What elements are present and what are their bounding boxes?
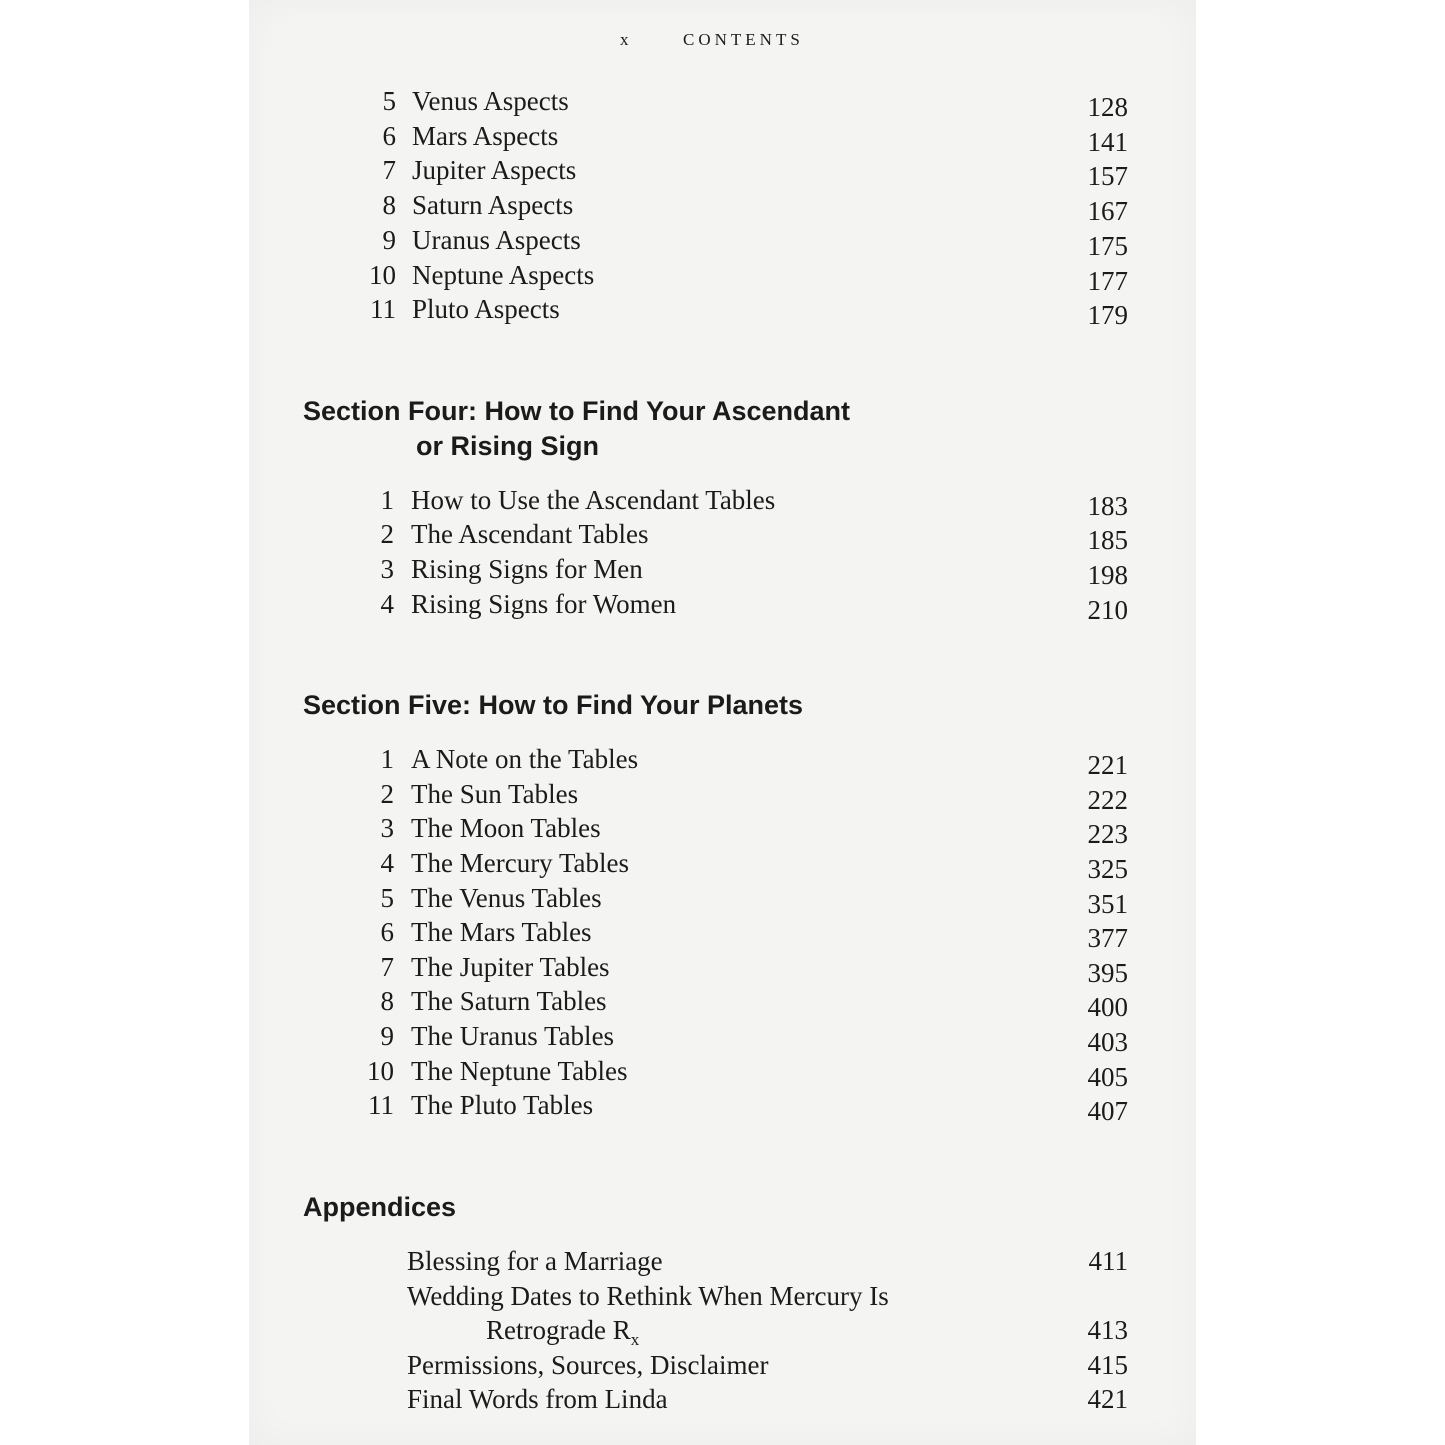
entry-title: The Pluto Tables — [411, 1090, 594, 1120]
entry-page: 183 — [1087, 491, 1128, 521]
entry-title: Rising Signs for Women — [411, 589, 677, 619]
entry-title: How to Use the Ascendant Tables — [411, 485, 776, 515]
entry-page: 221 — [1087, 750, 1128, 780]
entry-title: Venus Aspects — [412, 86, 569, 116]
entry-title: A Note on the Tables — [411, 744, 639, 774]
entry-page: 141 — [1087, 127, 1128, 157]
entry-page: 179 — [1087, 300, 1128, 330]
entry-page: 223 — [1087, 819, 1128, 849]
entry-page: 175 — [1087, 231, 1128, 261]
entry-number: 1 — [380, 485, 394, 515]
entry-number: 1 — [380, 744, 394, 774]
entry-number: 7 — [382, 155, 396, 185]
entry-number: 7 — [380, 952, 394, 982]
entry-title: The Neptune Tables — [411, 1056, 628, 1086]
entry-page: 407 — [1087, 1096, 1128, 1126]
entry-page: 325 — [1087, 854, 1128, 884]
entry-number: 2 — [380, 779, 394, 809]
entry-title: Jupiter Aspects — [412, 155, 577, 185]
entry-number: 10 — [367, 1056, 394, 1086]
entry-page: 157 — [1087, 161, 1128, 191]
entry-page: 403 — [1087, 1027, 1128, 1057]
entry-number: 4 — [380, 589, 394, 619]
entry-page: 198 — [1087, 560, 1128, 590]
entry-title: Saturn Aspects — [412, 190, 574, 220]
entry-title: Blessing for a Marriage — [407, 1246, 663, 1276]
entry-title: The Ascendant Tables — [411, 519, 649, 549]
entry-number: 8 — [380, 986, 394, 1016]
entry-title: The Moon Tables — [411, 813, 601, 843]
entry-title: Neptune Aspects — [412, 260, 595, 290]
entry-page: 405 — [1087, 1062, 1128, 1092]
entry-number: 4 — [380, 848, 394, 878]
entry-page: 415 — [1087, 1350, 1128, 1380]
section-five-heading: Section Five: How to Find Your Planets — [303, 690, 804, 720]
page-number: x — [620, 30, 633, 49]
entry-number: 5 — [380, 883, 394, 913]
entry-title: Uranus Aspects — [412, 225, 581, 255]
entry-number: 11 — [368, 1090, 394, 1120]
entry-title: Mars Aspects — [412, 121, 559, 151]
entry-title: The Mercury Tables — [411, 848, 630, 878]
entry-title: The Mars Tables — [411, 917, 592, 947]
entry-number: 6 — [382, 121, 396, 151]
entry-page: 185 — [1087, 525, 1128, 555]
section-four-heading: Section Four: How to Find Your Ascendant — [303, 396, 851, 426]
entry-number: 11 — [370, 294, 396, 324]
entry-number: 5 — [382, 86, 396, 116]
entry-page: 222 — [1087, 785, 1128, 815]
entry-page: 351 — [1087, 889, 1128, 919]
entry-number: 6 — [380, 917, 394, 947]
running-title: CONTENTS — [683, 30, 804, 49]
entry-page: 177 — [1087, 266, 1128, 296]
entry-title: Permissions, Sources, Disclaimer — [407, 1350, 769, 1380]
entry-title: Rising Signs for Men — [411, 554, 643, 584]
entry-page: 400 — [1087, 992, 1128, 1022]
section-four-heading-cont: or Rising Sign — [416, 431, 600, 461]
entry-number: 2 — [380, 519, 394, 549]
entry-page: 421 — [1087, 1384, 1128, 1414]
entry-title: The Jupiter Tables — [411, 952, 610, 982]
entry-title: The Uranus Tables — [411, 1021, 615, 1051]
entry-number: 3 — [380, 554, 394, 584]
entry-title-continued — [486, 1315, 639, 1350]
entry-number: 9 — [380, 1021, 394, 1051]
entry-page: 167 — [1087, 196, 1128, 226]
entry-number: 3 — [380, 813, 394, 843]
entry-page: 411 — [1088, 1246, 1128, 1276]
entry-page: 128 — [1087, 92, 1128, 122]
entry-page: 413 — [1087, 1315, 1128, 1345]
appendices-heading: Appendices — [303, 1192, 457, 1222]
entry-title: Pluto Aspects — [412, 294, 560, 324]
entry-title: Final Words from Linda — [407, 1384, 668, 1414]
entry-number: 10 — [369, 260, 396, 290]
retrograde-subscript: x — [630, 1330, 640, 1349]
entry-title: The Venus Tables — [411, 883, 602, 913]
entry-page: 377 — [1087, 923, 1128, 953]
entry-number: 9 — [382, 225, 396, 255]
entry-title: The Saturn Tables — [411, 986, 607, 1016]
entry-number: 8 — [382, 190, 396, 220]
entry-page: 395 — [1087, 958, 1128, 988]
entry-title: The Sun Tables — [411, 779, 579, 809]
entry-page: 210 — [1087, 595, 1128, 625]
entry-title: Wedding Dates to Rethink When Mercury Is — [407, 1281, 889, 1311]
entry-title-cont-text: Retrograde R — [486, 1315, 631, 1345]
